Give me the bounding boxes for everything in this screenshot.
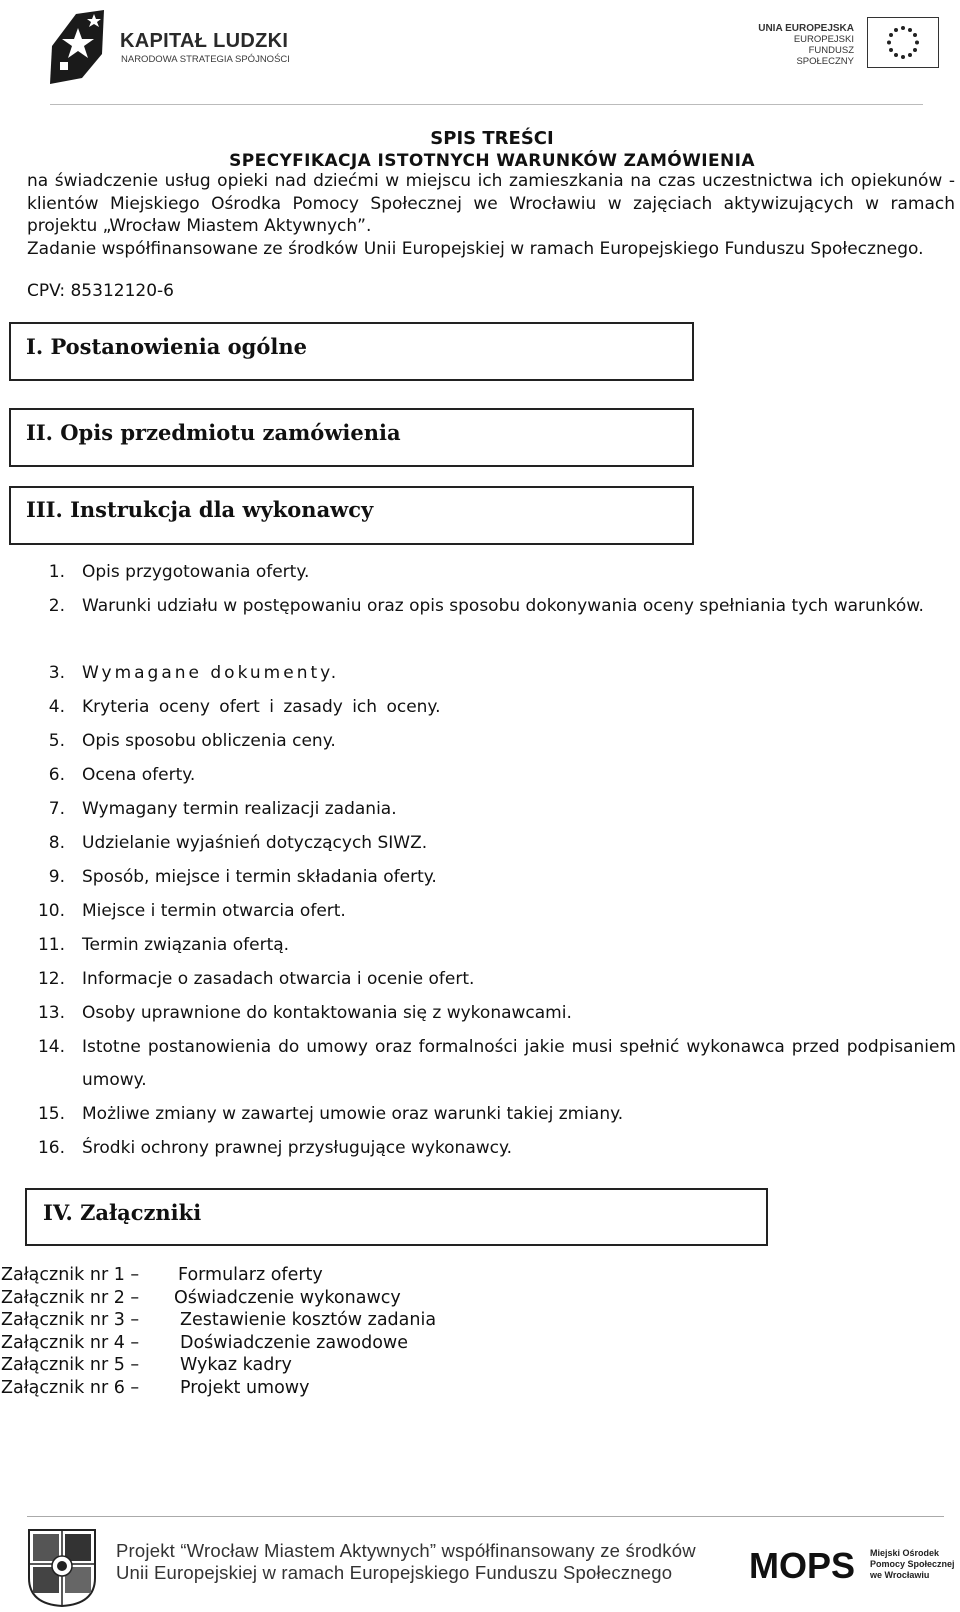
list-item-text: Sposób, miejsce i termin składania oferty. <box>82 867 437 887</box>
attachment-label: Załącznik nr 3 – <box>1 1310 140 1330</box>
list-item-number: 10. <box>37 901 65 921</box>
intro-paragraph-1: na świadczenie usług opieki nad dziećmi w miejscu ich zamieszkania na czas uczestnictwa ich opiekunów - klientów Miejskiego Ośrodka Pomocy Społecznej we Wrocławiu w zajęciach aktywizujących w ramach projektu „Wrocław Miastem Aktywnych”. <box>27 171 955 236</box>
list-item-number: 3. <box>48 663 65 683</box>
attachment-value: Oświadczenie wykonawcy <box>174 1287 401 1308</box>
mops-logo-icon <box>747 1544 865 1584</box>
attachment-label: Załącznik nr 6 – <box>1 1377 140 1398</box>
eu-label <box>754 23 854 67</box>
list-item-number: 6. <box>48 765 65 785</box>
list-item-text: Kryteria oceny ofert i zasady ich oceny. <box>82 697 441 717</box>
header-divider <box>50 104 923 105</box>
list-item-number: 4. <box>48 697 65 717</box>
attachment-value: Wykaz kadry <box>180 1355 292 1375</box>
mops-label <box>870 1548 960 1581</box>
footer-line-2: Unii Europejskiej w ramach Europejskiego Funduszu Społecznego <box>116 1562 673 1583</box>
list-item-number: 16. <box>37 1138 65 1158</box>
wroclaw-crest-icon <box>27 1528 97 1608</box>
eu-label-line3: FUNDUSZ SPOŁECZNY <box>796 45 854 67</box>
mops-label-line3: we Wrocławiu <box>870 1570 930 1580</box>
attachment-label: Załącznik nr 2 – <box>1 1287 140 1308</box>
intro-paragraph-2: Zadanie współfinansowane ze środków Unii Europejskiej w ramach Europejskiego Funduszu Społecznego. <box>27 238 924 259</box>
list-item-text: Termin związania ofertą. <box>82 935 290 955</box>
eu-label-line2: EUROPEJSKI <box>793 34 854 45</box>
list-item-text: Miejsce i termin otwarcia ofert. <box>82 901 346 921</box>
attachment-value: Zestawienie kosztów zadania <box>180 1310 437 1330</box>
intro-text <box>27 170 955 260</box>
kapital-ludzki-name: KAPITAŁ LUDZKI <box>120 30 289 52</box>
list-item-number: 9. <box>48 867 65 887</box>
list-item-text: Opis sposobu obliczenia ceny. <box>82 731 336 751</box>
list-item-text: Ocena oferty. <box>82 765 196 785</box>
list-item-text: Opis przygotowania oferty. <box>82 562 310 582</box>
list-item-text: Udzielanie wyjaśnień dotyczących SIWZ. <box>82 833 428 853</box>
kapital-ludzki-subtitle: NARODOWA STRATEGIA SPÓJNOŚCI <box>121 54 290 65</box>
section-1-heading: I. Postanowienia ogólne <box>9 322 694 381</box>
mops-label-line2: Pomocy Społecznej <box>870 1559 955 1569</box>
footer-line-1: Projekt “Wrocław Miastem Aktywnych” współfinansowany ze środków <box>116 1540 696 1561</box>
attachment-value: Projekt umowy <box>180 1377 310 1398</box>
attachment-label: Załącznik nr 5 – <box>1 1355 140 1375</box>
list-item-number: 13. <box>37 1003 65 1023</box>
attachment-label: Załącznik nr 4 – <box>1 1332 140 1353</box>
list-item-text: Istotne postanowienia do umowy oraz formalności jakie musi spełnić wykonawca przed podpisaniem umowy. <box>82 1037 956 1090</box>
cpv-code: CPV: 85312120-6 <box>27 281 174 301</box>
attachment-label: Załącznik nr 1 – <box>1 1265 140 1285</box>
section-3-heading: III. Instrukcja dla wykonawcy <box>9 486 694 545</box>
mops-logo-text: MOPS <box>749 1545 856 1584</box>
document-subtitle: SPECYFIKACJA ISTOTNYCH WARUNKÓW ZAMÓWIENIA <box>229 151 755 171</box>
attachment-value: Doświadczenie zawodowe <box>180 1332 408 1353</box>
list-item-text: Informacje o zasadach otwarcia i ocenie ofert. <box>82 969 475 989</box>
eu-flag-icon <box>867 17 939 68</box>
section-2-heading: II. Opis przedmiotu zamówienia <box>9 408 694 467</box>
attachment-value: Formularz oferty <box>178 1265 323 1285</box>
footer-divider <box>27 1516 944 1517</box>
list-item-number: 12. <box>37 969 65 989</box>
list-item-text: Warunki udziału w postępowaniu oraz opis sposobu dokonywania oceny spełniania tych warunków. <box>82 596 924 616</box>
eu-label-line1: UNIA EUROPEJSKA <box>758 23 854 34</box>
list-item-number: 5. <box>48 731 65 751</box>
document-title: SPIS TREŚCI <box>430 128 554 149</box>
list-item-number: 11. <box>37 935 65 955</box>
list-item-text: Osoby uprawnione do kontaktowania się z wykonawcami. <box>82 1003 572 1023</box>
list-item-number: 8. <box>48 833 65 853</box>
list-item-number: 7. <box>48 799 65 819</box>
list-item-number: 14. <box>37 1037 65 1057</box>
list-item-text: Wymagane dokumenty. <box>82 663 340 683</box>
list-item-text: Środki ochrony prawnej przysługujące wykonawcy. <box>82 1138 513 1158</box>
list-item-number: 2. <box>48 596 65 616</box>
section-4-heading: IV. Załączniki <box>25 1188 768 1246</box>
list-item-text: Możliwe zmiany w zawartej umowie oraz warunki takiej zmiany. <box>82 1104 624 1124</box>
footer-text <box>116 1540 696 1584</box>
kapital-ludzki-logo-icon <box>46 6 106 86</box>
list-item-number: 15. <box>37 1104 65 1124</box>
mops-label-line1: Miejski Ośrodek <box>870 1548 940 1558</box>
list-item-text: Wymagany termin realizacji zadania. <box>82 799 397 819</box>
list-item-number: 1. <box>48 562 65 582</box>
